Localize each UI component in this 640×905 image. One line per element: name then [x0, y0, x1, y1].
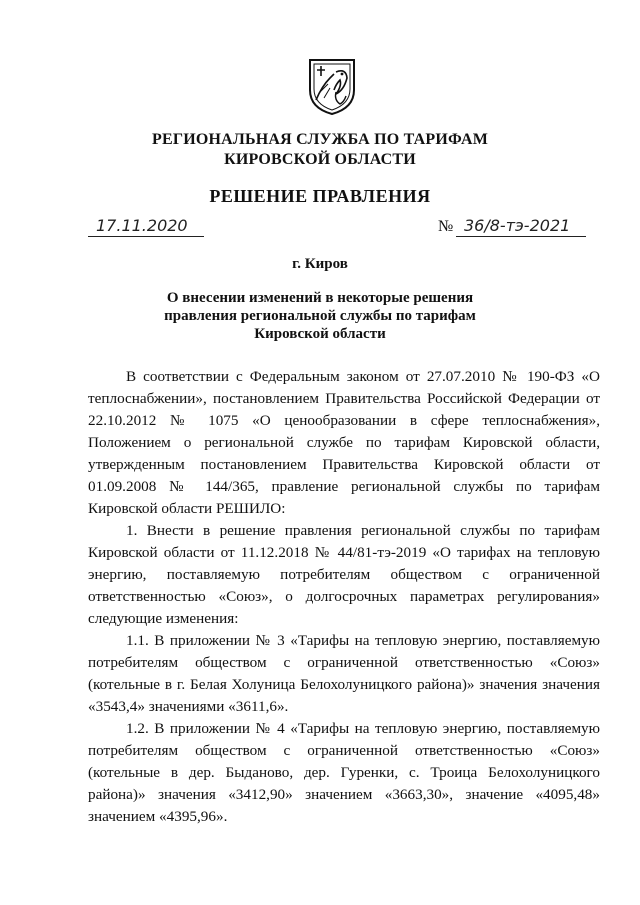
- date-underline: [88, 236, 204, 237]
- city-label: г. Киров: [292, 256, 348, 272]
- organization-name-line2: КИРОВСКОЙ ОБЛАСТИ: [224, 151, 416, 168]
- clause-1-1-paragraph: 1.1. В приложении № 3 «Тарифы на тепловую энергию, поставляемую потребителям обществом с ограниченной ответственностью «Союз» (котельные в г. Белая Холуница Белохолуницкого района)» значения значения «3543,4» значениями «3611,6».: [88, 632, 600, 715]
- clause-1-paragraph: 1. Внести в решение правления региональной службы по тарифам Кировской области от 11.12.2018 № 44/81-тэ-2019 «О тарифах на тепловую энергию, поставляемую потребителям обществом с ограниченной ответственностью «Союз», о долгосрочных параметрах регулирования» следующие изменения:: [88, 522, 600, 627]
- subject-line3: Кировской области: [254, 326, 386, 342]
- document-type-title: РЕШЕНИЕ ПРАВЛЕНИЯ: [209, 186, 431, 206]
- number-underline: [456, 236, 586, 237]
- decision-body: [88, 366, 600, 828]
- number-sign: №: [438, 218, 454, 235]
- clause-1-2-paragraph: 1.2. В приложении № 4 «Тарифы на тепловую энергию, поставляемую потребителям обществом с ограниченной ответственностью «Союз» (котельные в дер. Быданово, дер. Гуренки, с. Троица Белохолуницкого района)» значения «3412,90» значением «3663,30», значение «4095,48» значением «4395,96».: [88, 720, 600, 825]
- subject-line2: правления региональной службы по тарифам: [164, 308, 476, 324]
- coat-of-arms-icon: [306, 56, 358, 116]
- handwritten-date: 17.11.2020: [96, 216, 188, 235]
- decision-subject: [150, 289, 490, 343]
- handwritten-document-number: 36/8-тэ-2021: [464, 216, 571, 235]
- subject-line1: О внесении изменений в некоторые решения: [166, 290, 474, 306]
- organization-name-line1: РЕГИОНАЛЬНАЯ СЛУЖБА ПО ТАРИФАМ: [151, 131, 489, 148]
- preamble-paragraph: В соответствии с Федеральным законом от 27.07.2010 № 190-ФЗ «О теплоснабжении», постановлением Правительства Российской Федерации от 22.10.2012 № 1075 «О ценообразовании в сфере теплоснабжения», Положением о региональной службе по тарифам Кировской области, утвержденным постановлением Правительства Кировской области от 01.09.2008 № 144/365, правление региональной службы по тарифам Кировской области РЕШИЛО:: [88, 368, 600, 517]
